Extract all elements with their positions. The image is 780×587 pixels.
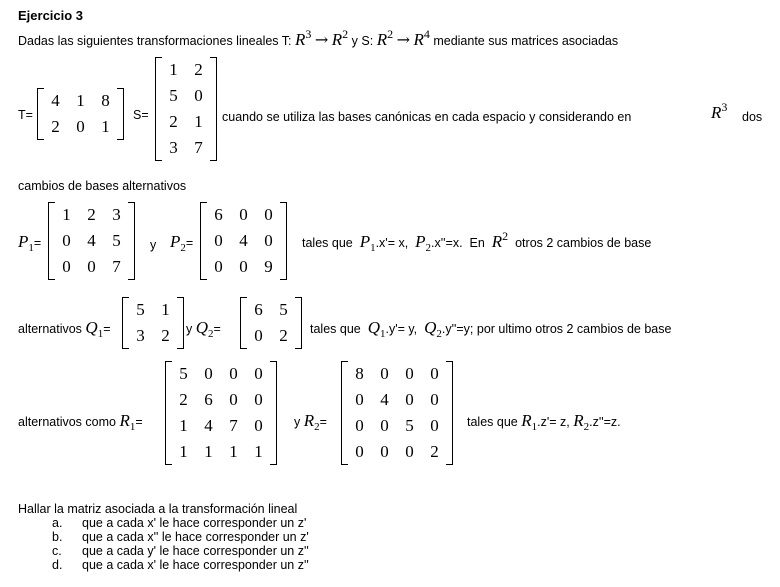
matrix-row xyxy=(347,361,447,387)
item-text: que a cada x' le hace corresponder un z'' xyxy=(82,558,309,572)
p1-ref-sub: 1 xyxy=(370,242,376,254)
p-y: y xyxy=(150,238,157,252)
cambios-line: cambios de bases alternativos xyxy=(18,179,187,193)
p1-sub: 1 xyxy=(28,242,34,254)
list-item xyxy=(52,544,309,558)
matrix-cell: 8 xyxy=(355,364,364,383)
matrix-cell: 1 xyxy=(204,442,213,461)
q-alt: alternativos xyxy=(18,322,82,336)
p2-label xyxy=(170,232,193,252)
matrix-cell: 0 xyxy=(254,390,263,409)
matrix-p1 xyxy=(48,202,135,280)
r-tales-line xyxy=(467,411,621,431)
q-tales: tales que xyxy=(310,322,361,336)
ts-text: cuando se utiliza las bases canónicas en cada espacio y considerando en xyxy=(222,110,632,124)
matrix-cell: 3 xyxy=(112,205,121,224)
r2-en-symbol: R xyxy=(491,232,503,251)
q2-name: Q xyxy=(195,318,209,337)
matrix-cell: 0 xyxy=(214,257,223,276)
matrix-cell: 0 xyxy=(62,257,71,276)
matrix-row xyxy=(128,323,178,349)
dos-text: dos xyxy=(742,110,763,124)
matrix-row xyxy=(43,114,118,140)
matrix-cell: 2 xyxy=(279,326,288,345)
item-letter: b. xyxy=(52,530,63,544)
matrix-cell: 0 xyxy=(194,86,203,105)
matrix-cell: 6 xyxy=(254,300,263,319)
p2-ref-sub: 2 xyxy=(425,242,432,254)
r2-exponent-b: 2 xyxy=(387,27,394,41)
matrix-q2 xyxy=(240,297,302,349)
matrix-cell: 5 xyxy=(169,86,178,105)
matrix-cell: 7 xyxy=(194,138,203,157)
q2-ref: Q xyxy=(424,318,437,337)
r2-symbol: R xyxy=(331,30,343,49)
matrix-cell: 4 xyxy=(239,231,248,250)
r2-ref: R xyxy=(573,411,584,430)
matrix-cell: 0 xyxy=(62,231,71,250)
matrix-cell: 0 xyxy=(430,390,439,409)
matrix-row xyxy=(161,135,211,161)
r-eq1: .z'= z, xyxy=(537,415,570,429)
r3-consider-exponent: 3 xyxy=(721,100,728,114)
matrix-cell: 1 xyxy=(169,60,178,79)
p-en: En xyxy=(469,236,485,250)
matrix-cell: 5 xyxy=(405,416,414,435)
p1-label xyxy=(18,232,41,252)
p2-eq: = xyxy=(185,236,194,250)
q-y-line xyxy=(186,318,221,338)
r4-symbol: R xyxy=(413,30,424,49)
matrix-cell: 5 xyxy=(179,364,188,383)
r1-ref-sub: 1 xyxy=(531,421,538,433)
matrix-cell: 0 xyxy=(229,364,238,383)
p-tales: tales que xyxy=(302,236,353,250)
matrix-r1 xyxy=(165,361,277,465)
matrix-cell: 0 xyxy=(380,442,389,461)
matrix-cell: 6 xyxy=(214,205,223,224)
matrix-row xyxy=(171,387,271,413)
list-item xyxy=(52,530,309,544)
matrix-cell: 2 xyxy=(169,112,178,131)
r-line xyxy=(18,411,143,431)
item-text: que a cada y' le hace corresponder un z'' xyxy=(82,544,309,558)
matrix-cell: 5 xyxy=(279,300,288,319)
matrix-cell: 0 xyxy=(405,442,414,461)
r3-consider xyxy=(711,100,728,123)
r1-ref: R xyxy=(521,411,532,430)
matrix-cell: 4 xyxy=(87,231,96,250)
r2-en-exponent: 2 xyxy=(502,229,509,243)
t-label: T= xyxy=(18,108,33,122)
list-item xyxy=(52,558,309,572)
matrix-cell: 0 xyxy=(254,416,263,435)
matrix-row xyxy=(246,323,296,349)
matrix-p2 xyxy=(200,202,287,280)
matrix-row xyxy=(206,254,281,280)
matrix-cell: 0 xyxy=(355,390,364,409)
matrix-q1 xyxy=(122,297,184,349)
q1-ref: Q xyxy=(367,318,380,337)
matrix-cell: 0 xyxy=(229,390,238,409)
matrix-cell: 3 xyxy=(136,326,145,345)
matrix-cell: 0 xyxy=(430,364,439,383)
r2-exponent: 2 xyxy=(342,27,349,41)
p-otros: otros 2 cambios de base xyxy=(515,236,652,250)
matrix-r2 xyxy=(341,361,453,465)
matrix-cell: 0 xyxy=(264,205,273,224)
intro-line xyxy=(18,27,619,50)
matrix-cell: 0 xyxy=(254,326,263,345)
matrix-cell: 2 xyxy=(430,442,439,461)
r4-exponent: 4 xyxy=(423,27,430,41)
intro-suffix: mediante sus matrices asociadas xyxy=(433,34,619,48)
matrix-cell: 1 xyxy=(179,442,188,461)
p2-ref: P xyxy=(415,232,426,251)
r-y-line xyxy=(294,411,327,431)
matrix-cell: 5 xyxy=(136,300,145,319)
matrix-row xyxy=(161,83,211,109)
matrix-cell: 7 xyxy=(112,257,121,276)
matrix-cell: 4 xyxy=(204,416,213,435)
matrix-cell: 0 xyxy=(430,416,439,435)
p1-eq: = xyxy=(33,236,42,250)
matrix-cell: 3 xyxy=(169,138,178,157)
item-text: que a cada x'' le hace corresponder un z' xyxy=(82,530,309,544)
r2-ref-sub: 2 xyxy=(583,421,590,433)
list-item xyxy=(52,516,306,530)
matrix-cell: 0 xyxy=(405,364,414,383)
matrix-cell: 0 xyxy=(355,416,364,435)
matrix-cell: 0 xyxy=(254,364,263,383)
matrix-row xyxy=(128,297,178,323)
r-alt: alternativos como xyxy=(18,415,116,429)
r-y: y xyxy=(294,415,301,429)
p1-ref: P xyxy=(359,232,371,251)
intro-prefix: Dadas las siguientes transformaciones lineales T: xyxy=(18,34,292,48)
q1-ref-sub: 1 xyxy=(379,328,386,340)
exercise-title: Ejercicio 3 xyxy=(18,8,84,23)
matrix-row xyxy=(246,297,296,323)
r2-name: R xyxy=(303,411,315,430)
p2-sub: 2 xyxy=(180,242,186,254)
r2-symbol-b: R xyxy=(376,30,388,49)
matrix-row xyxy=(54,202,129,228)
matrix-row xyxy=(171,361,271,387)
matrix-cell: 2 xyxy=(87,205,96,224)
r1-name: R xyxy=(119,411,130,430)
matrix-cell: 2 xyxy=(51,117,60,136)
matrix-cell: 0 xyxy=(239,205,248,224)
p1-name: P xyxy=(18,232,29,251)
item-letter: d. xyxy=(52,558,63,572)
matrix-row xyxy=(171,413,271,439)
q-eq1: .y'= y, xyxy=(385,322,418,336)
matrix-cell: 1 xyxy=(254,442,263,461)
matrix-row xyxy=(161,57,211,83)
q2-sub: 2 xyxy=(208,328,214,340)
r1-sub: 1 xyxy=(129,421,136,433)
p-eq1: .x'= x, xyxy=(375,236,409,250)
q2-eq: = xyxy=(213,322,221,336)
matrix-row xyxy=(347,387,447,413)
r-tales: tales que xyxy=(467,415,518,429)
matrix-t xyxy=(37,88,124,140)
r2-sub: 2 xyxy=(314,421,320,433)
matrix-cell: 0 xyxy=(76,117,85,136)
q-eq2: .y''=y; por ultimo otros 2 cambios de base xyxy=(441,322,672,336)
s-label: S= xyxy=(133,108,149,122)
matrix-row xyxy=(171,439,271,465)
matrix-cell: 0 xyxy=(87,257,96,276)
r3-exponent: 3 xyxy=(305,27,312,41)
matrix-row xyxy=(347,413,447,439)
matrix-cell: 0 xyxy=(264,231,273,250)
matrix-cell: 5 xyxy=(112,231,121,250)
q1-eq: = xyxy=(103,322,111,336)
matrix-cell: 1 xyxy=(179,416,188,435)
matrix-cell: 2 xyxy=(194,60,203,79)
matrix-row xyxy=(161,109,211,135)
matrix-cell: 0 xyxy=(214,231,223,250)
q-y: y xyxy=(186,322,193,336)
matrix-cell: 4 xyxy=(380,390,389,409)
matrix-cell: 0 xyxy=(204,364,213,383)
task-heading: Hallar la matriz asociada a la transformación lineal xyxy=(18,502,298,516)
q-line xyxy=(18,318,111,338)
r1-eq: = xyxy=(135,415,143,429)
q-tales-line xyxy=(310,318,671,338)
matrix-row xyxy=(206,228,281,254)
p-tales-line xyxy=(302,229,652,254)
matrix-cell: 6 xyxy=(204,390,213,409)
arrow-symbol-b: → xyxy=(396,30,410,49)
r3-consider-symbol: R xyxy=(711,103,722,122)
matrix-cell: 1 xyxy=(101,117,110,136)
matrix-cell: 0 xyxy=(355,442,364,461)
r2-eq: = xyxy=(319,415,327,429)
matrix-cell: 4 xyxy=(51,91,60,110)
matrix-cell: 2 xyxy=(161,326,170,345)
matrix-cell: 1 xyxy=(194,112,203,131)
matrix-cell: 0 xyxy=(380,364,389,383)
matrix-row xyxy=(43,88,118,114)
matrix-cell: 2 xyxy=(179,390,188,409)
matrix-row xyxy=(206,202,281,228)
matrix-cell: 1 xyxy=(62,205,71,224)
q1-name: Q xyxy=(85,318,98,337)
q1-sub: 1 xyxy=(97,328,104,340)
r-eq2: .z''=z. xyxy=(589,415,621,429)
matrix-row xyxy=(54,228,129,254)
matrix-cell: 7 xyxy=(229,416,238,435)
arrow-symbol: → xyxy=(314,30,329,49)
matrix-cell: 0 xyxy=(239,257,248,276)
intro-ys: y S: xyxy=(351,34,374,48)
matrix-cell: 0 xyxy=(405,390,414,409)
matrix-cell: 1 xyxy=(76,91,85,110)
matrix-row xyxy=(347,439,447,465)
p2-name: P xyxy=(170,232,181,251)
matrix-cell: 9 xyxy=(264,257,273,276)
item-text: que a cada x' le hace corresponder un z' xyxy=(82,516,307,530)
matrix-cell: 8 xyxy=(101,91,110,110)
r3-symbol: R xyxy=(295,30,306,49)
matrix-s xyxy=(155,57,217,161)
matrix-cell: 0 xyxy=(380,416,389,435)
p-eq2: .x''=x. xyxy=(431,236,463,250)
q2-ref-sub: 2 xyxy=(436,328,442,340)
matrix-cell: 1 xyxy=(229,442,238,461)
item-letter: c. xyxy=(52,544,62,558)
matrix-row xyxy=(54,254,129,280)
matrix-cell: 1 xyxy=(161,300,170,319)
item-letter: a. xyxy=(52,516,63,530)
